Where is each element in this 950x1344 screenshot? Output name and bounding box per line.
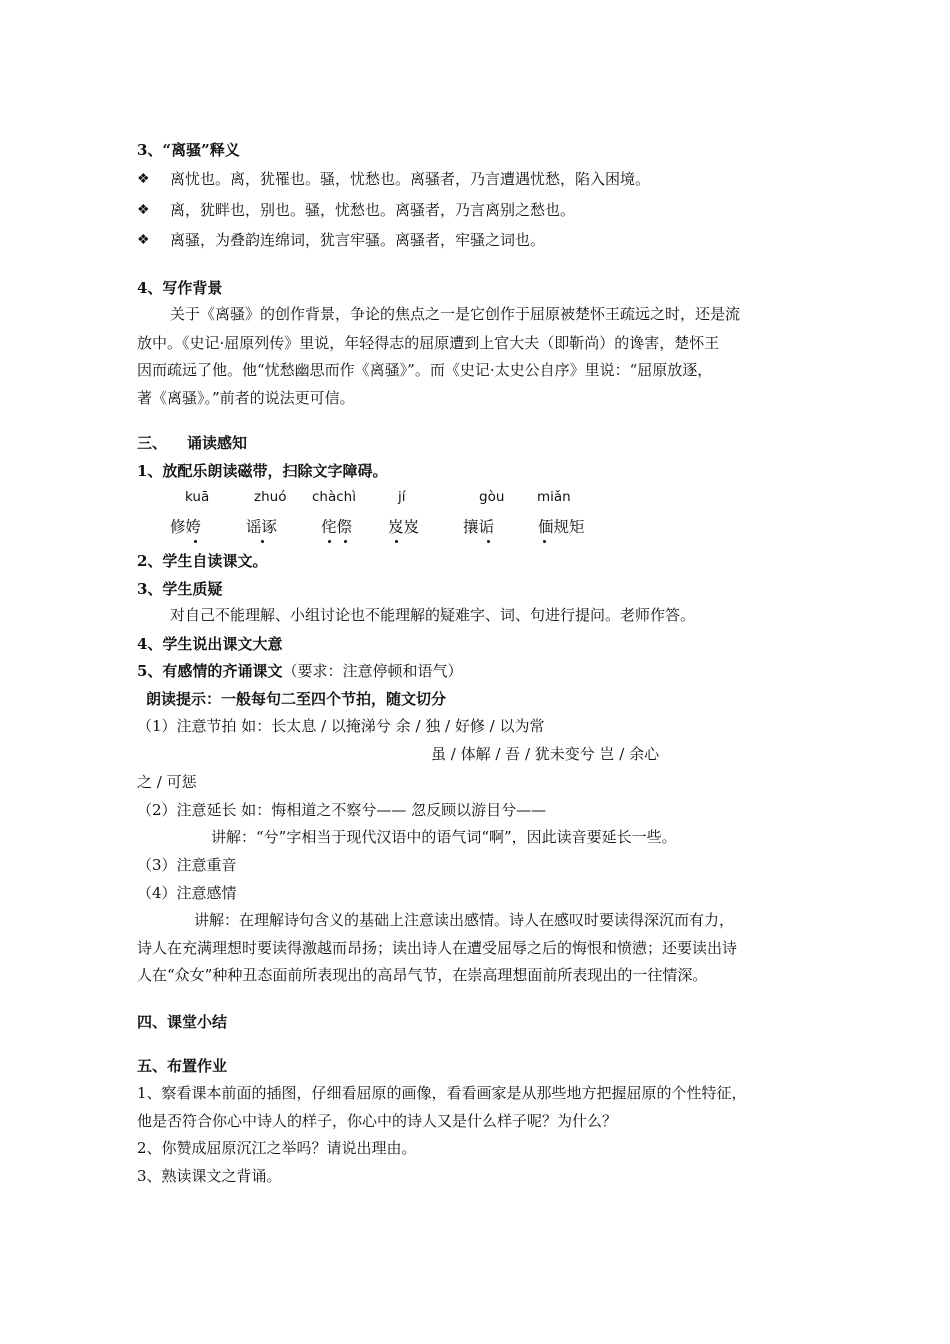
point-4-explanation-line-3: 人在“众女”种种丑态面前所表现出的高昂气节，在崇高理想面前所表现出的一往情深。 — [137, 966, 708, 984]
bullet-diamond-icon: ❖ — [137, 232, 150, 248]
homework-line-2: 他是否符合你心中诗人的样子，你心中的诗人又是什么样子呢？为什么？ — [137, 1112, 618, 1130]
pinyin-5: gòu — [479, 489, 505, 505]
definition-item-2: 离，犹畔也，别也。骚，忧愁也。离骚者，乃言离别之愁也。 — [170, 201, 576, 219]
reading-tip: 朗读提示：一般每句二至四个节拍，随文切分 — [146, 690, 447, 708]
pinyin-6: miǎn — [537, 489, 571, 505]
background-paragraph-line-3: 因而疏远了他。他“忧愁幽思而作《离骚》”。而《史记·太史公自序》里说：“屈原放逐， — [137, 361, 713, 379]
point-2-explanation: 讲解：“兮”字相当于现代汉语中的语气词“啊”，因此读音要延长一些。 — [211, 828, 677, 846]
emphasis-dot — [344, 540, 347, 543]
background-paragraph-line-4: 著《离骚》。”前者的说法更可信。 — [137, 389, 355, 407]
vocab-word-2: 谣诼 — [246, 518, 278, 536]
vocab-word-1: 修姱 — [170, 518, 202, 536]
point-1-rhythm: （1）注意节拍 如：长太息 / 以掩涕兮 余 / 独 / 好修 / 以为常 — [137, 717, 545, 735]
emphasis-dot — [194, 540, 197, 543]
pinyin-4: jí — [398, 489, 406, 505]
step-4-heading: 4、学生说出课文大意 — [137, 635, 283, 653]
homework-line-4: 3、熟读课文之背诵。 — [137, 1167, 282, 1185]
step-5-requirement: （要求：注意停顿和语气） — [282, 662, 463, 680]
part-5-heading: 五、布置作业 — [137, 1057, 228, 1075]
homework-line-3: 2、你赞成屈原沉江之举吗？请说出理由。 — [137, 1139, 417, 1157]
step-3-heading: 3、学生质疑 — [137, 580, 223, 598]
point-1-continued-2: 之 / 可惩 — [137, 773, 197, 791]
step-5-heading: 5、有感情的齐诵课文 — [137, 662, 283, 680]
step-3-text: 对自己不能理解、小组讨论也不能理解的疑难字、词、句进行提问。老师作答。 — [170, 606, 696, 624]
pinyin-2: zhuó — [254, 489, 287, 505]
bullet-diamond-icon: ❖ — [137, 202, 150, 218]
emphasis-dot — [261, 540, 264, 543]
vocab-word-5: 攘诟 — [463, 518, 495, 536]
pinyin-3: chàchì — [312, 489, 356, 505]
vocab-word-3: 侘傺 — [321, 518, 353, 536]
emphasis-dot — [487, 540, 490, 543]
point-4-explanation-line-2: 诗人在充满理想时要读得激越而昂扬；读出诗人在遭受屈辱之后的悔恨和愤懑；还要读出诗 — [137, 939, 738, 957]
part-3-heading-number: 三、 — [137, 434, 168, 452]
step-2-heading: 2、学生自读课文。 — [137, 552, 268, 570]
point-4-emotion: （4）注意感情 — [137, 884, 237, 902]
point-3-stress: （3）注意重音 — [137, 856, 237, 874]
point-2-prolong: （2）注意延长 如：悔相道之不察兮—— 忽反顾以游目兮—— — [137, 801, 547, 819]
emphasis-dot — [543, 540, 546, 543]
part-3-heading-text: 诵读感知 — [187, 434, 248, 452]
background-paragraph-line-1: 关于《离骚》的创作背景，争论的焦点之一是它创作于屈原被楚怀王疏远之时，还是流 — [170, 305, 741, 323]
definition-item-3: 离骚，为叠韵连绵词，犹言牢骚。离骚者，牢骚之词也。 — [170, 231, 546, 249]
bullet-diamond-icon: ❖ — [137, 171, 150, 187]
definition-item-1: 离忧也。离，犹罹也。骚，忧愁也。离骚者，乃言遭遇忧愁，陷入困境。 — [170, 170, 651, 188]
point-1-continued: 虽 / 体解 / 吾 / 犹未变兮 岂 / 余心 — [431, 745, 660, 763]
point-4-explanation-line-1: 讲解：在理解诗句含义的基础上注意读出感情。诗人在感叹时要读得深沉而有力， — [194, 911, 735, 929]
emphasis-dot — [328, 540, 331, 543]
background-paragraph-line-2: 放中。《史记·屈原列传》里说，年轻得志的屈原遭到上官大夫（即靳尚）的谗害，楚怀王 — [137, 334, 720, 352]
vocab-word-4: 岌岌 — [388, 518, 420, 536]
homework-line-1: 1、察看课本前面的插图，仔细看屈原的画像，看看画家是从那些地方把握屈原的个性特征， — [137, 1084, 747, 1102]
vocab-word-6: 偭规矩 — [538, 518, 585, 536]
pinyin-1: kuā — [185, 489, 210, 505]
section-3-heading: 3、“离骚”释义 — [137, 141, 240, 159]
section-4-heading: 4、写作背景 — [137, 279, 223, 297]
part-4-heading: 四、课堂小结 — [137, 1013, 228, 1031]
step-1-heading: 1、放配乐朗读磁带，扫除文字障碍。 — [137, 462, 388, 480]
emphasis-dot — [395, 540, 398, 543]
